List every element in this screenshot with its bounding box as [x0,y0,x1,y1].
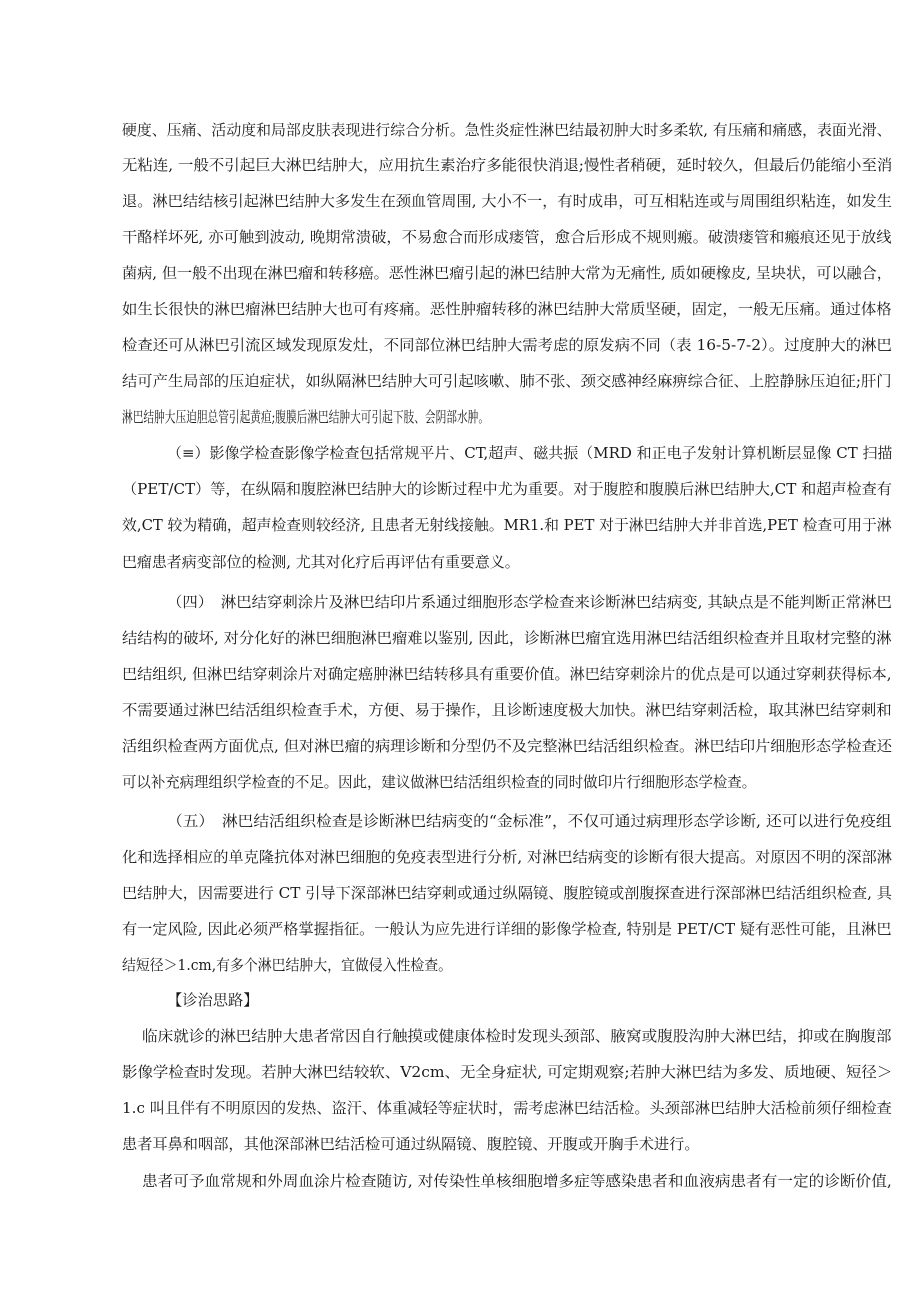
text-line-28: 1.c 叫且伴有不明原因的发热、盗汗、体重减轻等症状时，需考虑淋巴结活检。头颈部淋巴结肿大活检前须仔细检查 [122,1100,892,1117]
text-line-9: 淋巴结肿大压迫胆总管引起黄疸;腹膜后淋巴结肿大可引起下肢、会阴部水肿。 [122,409,490,426]
text-line-14: （四） 淋巴结穿刺涂片及淋巴结印片系通过细胞形态学检查来诊断淋巴结病变, 其缺点是不能判断正常淋巴 [167,594,892,611]
text-line-21: 化和选择相应的单克隆抗体对淋巴细胞的免疫表型进行分析, 对淋巴结病变的诊断有很大提高。对原因不明的深部淋 [122,849,892,866]
text-line-11: （PET/CT）等，在纵隔和腹腔淋巴结肿大的诊断过程中尤为重要。对于腹腔和腹膜后淋巴结肿大,CT 和超声检查有 [122,481,892,498]
text-line-22: 巴结肿大，因需要进行 CT 引导下深部淋巴结穿刺或通过纵隔镜、腹腔镜或剖腹探查进行深部淋巴结活组织检查, 具 [122,885,892,902]
text-line-3: 退。淋巴结结核引起淋巴结肿大多发生在颈血管周围, 大小不一，有时成串，可互相粘连或与周围组织粘连，如发生 [122,193,892,210]
text-line-29: 患者耳鼻和咽部，其他深部淋巴结活检可通过纵隔镜、腹腔镜、开腹或开胸手术进行。 [122,1136,700,1153]
text-line-15: 结结构的破坏, 对分化好的淋巴细胞淋巴瘤难以鉴别, 因此，诊断淋巴瘤宜选用淋巴结活组织检查并且取材完整的淋 [122,630,892,647]
text-line-13: 巴瘤患者病变部位的检测, 尤其对化疗后再评估有重要意义。 [122,554,520,571]
text-line-26: 临床就诊的淋巴结肿大患者常因自行触摸或健康体检时发现头颈部、腋窝或腹股沟肿大淋巴结，抑或在胸腹部 [142,1028,892,1045]
text-line-5: 菌病, 但一般不出现在淋巴瘤和转移癌。恶性淋巴瘤引起的淋巴结肿大常为无痛性, 质如硬橡皮, 呈块状，可以融合， [122,265,892,282]
text-line-4: 干酪样坏死, 亦可触到波动, 晚期常溃破，不易愈合而形成瘘管，愈合后形成不规则瘢。破溃瘘管和瘢痕还见于放线 [122,229,892,246]
text-line-17: 不需要通过淋巴结活组织检查手术，方便、易于操作，且诊断速度极大加快。淋巴结穿刺活检，取其淋巴结穿刺和 [122,702,892,719]
text-line-24: 结短径＞1.cm,有多个淋巴结肿大，宜做侵入性检查。 [122,957,453,974]
section-heading: 【诊治思路】 [167,992,259,1009]
text-line-18: 活组织检查两方面优点, 但对淋巴瘤的病理诊断和分型仍不及完整淋巴结活组织检查。淋巴结印片细胞形态学检查还 [122,738,892,755]
text-line-20: （五） 淋巴结活组织检查是诊断淋巴结病变的“金标准”，不仅可通过病理形态学诊断, 还可以进行免疫组 [167,813,892,830]
text-line-30: 患者可予血常规和外周血涂片检查随访, 对传染性单核细胞增多症等感染患者和血液病患者有一定的诊断价值, [142,1173,892,1190]
text-line-16: 巴结组织, 但淋巴结穿刺涂片对确定癌肿淋巴结转移具有重要价值。淋巴结穿刺涂片的优点是可以通过穿刺获得标本, [122,666,892,683]
text-line-2: 无粘连, 一般不引起巨大淋巴结肿大，应用抗生素治疗多能很快消退;慢性者稍硬，延时较久，但最后仍能缩小至消 [122,157,893,174]
text-line-23: 有一定风险, 因此必须严格掌握指征。一般认为应先进行详细的影像学检查, 特别是 PET/CT 疑有恶性可能，且淋巴 [122,921,892,938]
text-line-10: （≡）影像学检查影像学检查包括常规平片、CT,超声、磁共振（MRD 和正电子发射计算机断层显像 CT 扫描 [167,445,893,462]
text-line-6: 如生长很快的淋巴瘤淋巴结肿大也可有疼痛。恶性肿瘤转移的淋巴结肿大常质坚硬，固定，一般无压痛。通过体格 [122,301,892,318]
text-line-8: 结可产生局部的压迫症状，如纵隔淋巴结肿大可引起咳嗽、肺不张、颈交感神经麻痹综合征、上腔静脉压迫征;肝门 [122,373,892,390]
text-line-27: 影像学检查时发现。若肿大淋巴结较软、V2cm、无全身症状, 可定期观察;若肿大淋巴结为多发、质地硬、短径＞ [122,1064,893,1081]
text-line-7: 检查还可从淋巴引流区域发现原发灶，不同部位淋巴结肿大需考虑的原发病不同（表 16-5-7-2）。过度肿大的淋巴 [122,337,892,354]
text-line-1: 硬度、压痛、活动度和局部皮肤表现进行综合分析。急性炎症性淋巴结最初肿大时多柔软, 有压痛和痛感，表面光滑、 [122,122,892,139]
text-line-12: 效,CT 较为精确，超声检查则较经济, 且患者无射线接触。MR1.和 PET 对于淋巴结肿大并非首选,PET 检查可用于淋 [122,517,892,534]
text-line-19: 可以补充病理组织学检查的不足。因此，建议做淋巴结活组织检查的同时做印片行细胞形态学检查。 [122,774,757,791]
